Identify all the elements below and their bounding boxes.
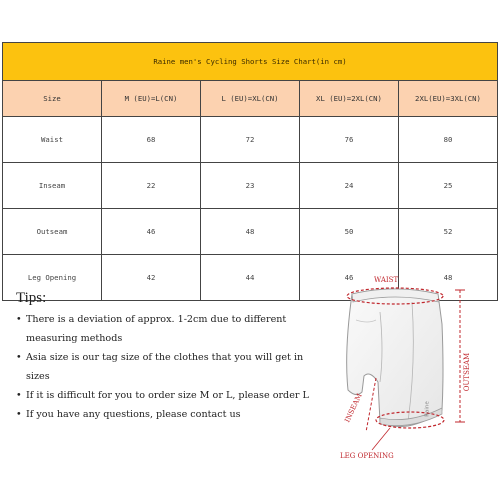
table-cell: 25 xyxy=(399,163,498,209)
table-cell: 23 xyxy=(201,163,300,209)
size-chart-table xyxy=(2,42,498,301)
table-cell: 24 xyxy=(300,163,399,209)
table-cell: 50 xyxy=(300,209,399,255)
tips-list xyxy=(16,310,312,424)
header-cell-l: L (EU)=XL(CN) xyxy=(201,81,300,117)
tips-title: Tips: xyxy=(16,290,47,306)
table-cell: 48 xyxy=(399,255,498,301)
shorts-illustration xyxy=(320,272,498,472)
table-row-outseam xyxy=(3,209,498,255)
header-cell-size: Size xyxy=(3,81,102,117)
row-label: Waist xyxy=(3,117,102,163)
row-label: Leg Opening xyxy=(3,255,102,301)
tip-item: • There is a deviation of approx. 1-2cm due to different measuring methods xyxy=(16,310,312,348)
inseam-label: INSEAM xyxy=(343,392,364,424)
table-cell: 22 xyxy=(102,163,201,209)
waist-label: WAIST xyxy=(374,276,399,284)
tip-item: • If you have any questions, please contact us xyxy=(16,405,312,424)
table-row-waist xyxy=(3,117,498,163)
header-cell-xl: XL (EU)=2XL(CN) xyxy=(300,81,399,117)
table-cell: 76 xyxy=(300,117,399,163)
table-cell: 46 xyxy=(300,255,399,301)
row-label: Inseam xyxy=(3,163,102,209)
header-cell-2xl: 2XL(EU)=3XL(CN) xyxy=(399,81,498,117)
table-cell: 46 xyxy=(102,209,201,255)
leg-opening-label: LEG OPENING xyxy=(340,452,394,460)
table-cell: 42 xyxy=(102,255,201,301)
tip-item: • If it is difficult for you to order size M or L, please order L xyxy=(16,386,312,405)
table-cell: 48 xyxy=(201,209,300,255)
outseam-label: OUTSEAM xyxy=(463,352,472,392)
row-label: Outseam xyxy=(3,209,102,255)
table-cell: 52 xyxy=(399,209,498,255)
size-chart-header-row xyxy=(3,81,498,117)
size-chart-title: Raine men's Cycling Shorts Size Chart(in cm) xyxy=(3,43,498,81)
table-cell: 44 xyxy=(201,255,300,301)
shorts-measurement-diagram xyxy=(320,272,498,472)
header-cell-m: M (EU)=L(CN) xyxy=(102,81,201,117)
brand-logo: Raine xyxy=(424,401,431,417)
tips-section xyxy=(16,290,312,424)
size-chart-title-row xyxy=(3,43,498,81)
table-cell: 68 xyxy=(102,117,201,163)
table-cell: 72 xyxy=(201,117,300,163)
table-row-inseam xyxy=(3,163,498,209)
table-cell: 80 xyxy=(399,117,498,163)
tip-item: • Asia size is our tag size of the clothes that you will get in sizes xyxy=(16,348,312,386)
inseam-measure-line xyxy=(366,378,376,432)
